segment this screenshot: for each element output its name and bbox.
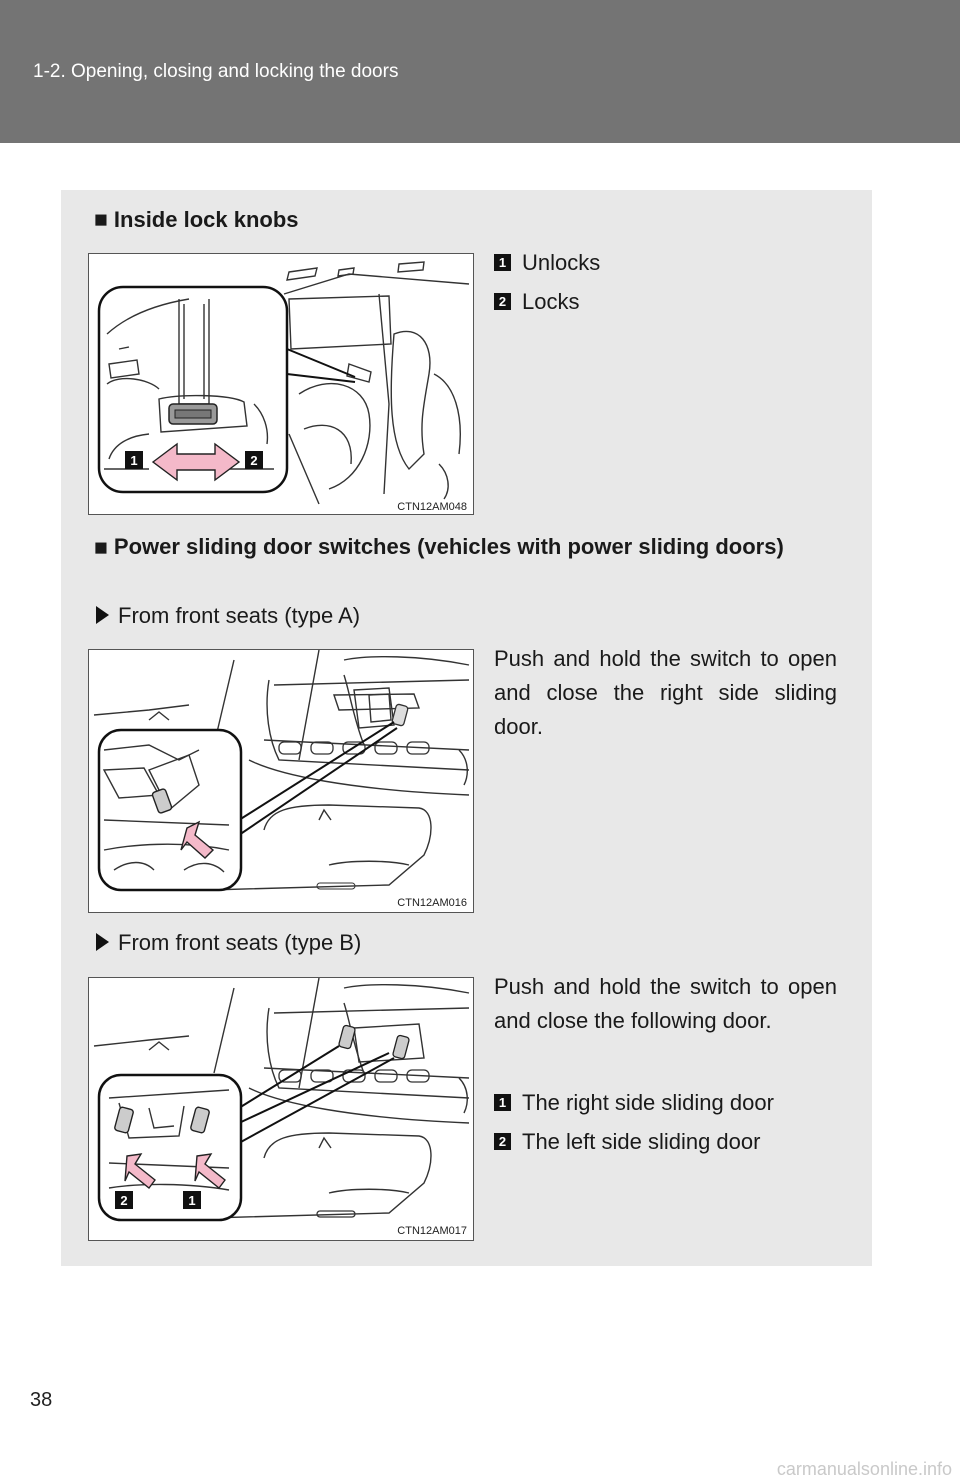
type-a-description: Push and hold the switch to open and close the right side sliding door. — [494, 646, 837, 739]
number-badge: 2 — [494, 1133, 511, 1150]
marker-1: 1 — [188, 1193, 196, 1208]
page-header — [0, 0, 960, 143]
type-b-figure — [88, 977, 474, 1241]
power-sliding-heading — [94, 529, 838, 565]
type-a-label-row — [96, 603, 360, 629]
square-bullet-icon: ■ — [94, 534, 108, 560]
type-a-figure — [88, 649, 474, 913]
marker-2: 2 — [250, 453, 258, 468]
type-b-label: From front seats (type B) — [118, 930, 362, 955]
legend-label: Locks — [522, 289, 580, 314]
figure-code: CTN12AM016 — [397, 897, 467, 909]
arrow-bullet-icon — [96, 933, 109, 951]
section-title: 1-2. Opening, closing and locking the doors — [33, 61, 399, 82]
type-b-label-row — [96, 930, 361, 956]
legend-label: The right side sliding door — [522, 1090, 774, 1115]
marker-2: 2 — [120, 1193, 128, 1208]
figure-code: CTN12AM048 — [397, 501, 467, 513]
square-bullet-icon: ■ — [94, 206, 108, 232]
watermark: carmanualsonline.info — [776, 1459, 952, 1479]
page-number: 38 — [30, 1389, 53, 1411]
arrow-bullet-icon — [96, 606, 109, 624]
power-sliding-title: Power sliding door switches (vehicles with power sliding doors) — [113, 534, 784, 559]
inside-lock-title: Inside lock knobs — [113, 207, 299, 232]
inside-lock-figure — [88, 253, 474, 515]
legend-item-left-door — [494, 1129, 760, 1155]
legend-item-unlocks — [494, 250, 600, 276]
legend-item-locks — [494, 289, 579, 315]
type-a-label: From front seats (type A) — [118, 603, 361, 628]
legend-label: Unlocks — [522, 250, 601, 275]
number-badge: 1 — [494, 254, 511, 271]
inside-lock-heading — [94, 206, 299, 233]
type-b-description: Push and hold the switch to open and close the following door. — [494, 974, 837, 1033]
number-badge: 1 — [494, 1094, 511, 1111]
marker-1: 1 — [130, 453, 138, 468]
number-badge: 2 — [494, 293, 511, 310]
figure-code: CTN12AM017 — [397, 1225, 467, 1237]
legend-label: The left side sliding door — [522, 1129, 761, 1154]
legend-item-right-door — [494, 1090, 774, 1116]
